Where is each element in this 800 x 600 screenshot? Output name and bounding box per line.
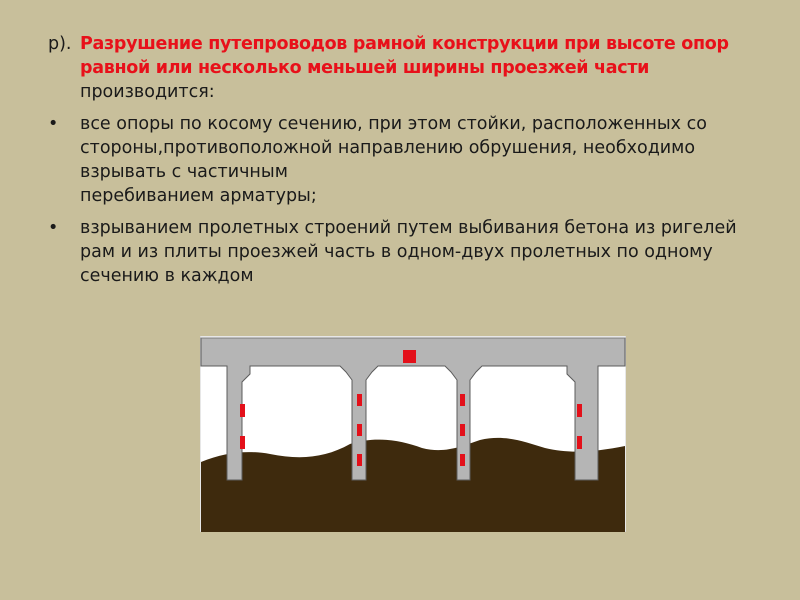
charge-left-pier-upper [240,404,245,417]
bullet-1-line-3: взрывать с частичным [80,162,288,182]
charge-left-pier-lower [240,436,245,449]
charge-centre-right-pier-1 [460,394,465,406]
charge-centre-left-pier-2 [357,424,362,436]
heading-highlight-line-2: равной или несколько меньшей ширины проезжей части [80,58,650,78]
bullet-2-line-2: рам и из плиты проезжей часть в одном-двух пролетных по одному [80,242,713,262]
slide-text [48,32,760,296]
bridge-diagram [200,336,626,532]
charge-centre-left-pier-1 [357,394,362,406]
heading-highlight-line-1: Разрушение путепроводов рамной конструкции при высоте опор [80,34,729,54]
charge-centre-left-pier-3 [357,454,362,466]
bullet-2-line-1: взрыванием пролетных строений путем выбивания бетона из ригелей [80,218,737,238]
heading-paragraph [48,32,760,104]
charge-deck [403,350,416,363]
list-marker: р). [48,34,72,54]
bullet-1-line-2: стороны,противоположной направлению обрушения, необходимо [80,138,696,158]
bullet-symbol: • [48,114,59,134]
bullet-1-line-4: перебиванием арматуры; [80,186,317,206]
bullet-item-1 [48,112,760,208]
charge-right-pier-lower [577,436,582,449]
bullet-item-2 [48,216,760,288]
heading-text: производится: [80,82,215,102]
charge-centre-right-pier-2 [460,424,465,436]
bullet-1-line-1: все опоры по косому сечению, при этом стойки, расположенных со [80,114,707,134]
bullet-2-line-3: сечению в каждом [80,266,254,286]
charge-right-pier-upper [577,404,582,417]
bullet-symbol: • [48,218,59,238]
charge-centre-right-pier-3 [460,454,465,466]
